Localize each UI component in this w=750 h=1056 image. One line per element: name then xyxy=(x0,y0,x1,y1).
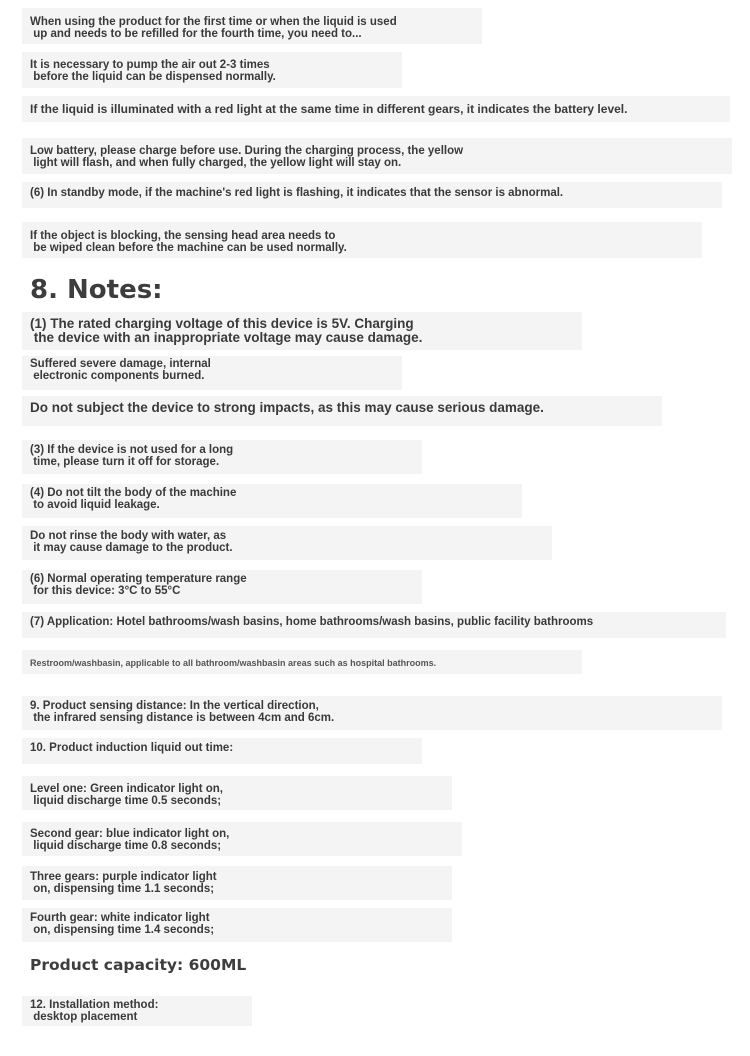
blocking-text: If the object is blocking, the sensing head area needs to be wiped clean before the machine can be used normally. xyxy=(30,230,347,254)
note-3: (3) If the device is not used for a long time, please turn it off for storage. xyxy=(30,444,234,468)
note-rinse: Do not rinse the body with water, as it may cause damage to the product. xyxy=(30,530,233,554)
level-3: Three gears: purple indicator light on, dispensing time 1.1 seconds; xyxy=(30,871,217,895)
capacity-heading: Product capacity: 600ML xyxy=(30,956,247,974)
intro-text: When using the product for the first time or when the liquid is used up and needs to be refilled for the fourth time, you need to... xyxy=(30,16,397,40)
level-4: Fourth gear: white indicator light on, dispensing time 1.4 seconds; xyxy=(30,912,215,936)
note-damage: Suffered severe damage, internal electronic components burned. xyxy=(30,358,211,382)
pump-text: It is necessary to pump the air out 2-3 times before the liquid can be dispensed normally. xyxy=(30,59,276,83)
low-battery-text: Low battery, please charge before use. During the charging process, the yellow light will flash, and when fully charged, the yellow light will stay on. xyxy=(30,145,464,169)
notes-heading: 8. Notes: xyxy=(30,275,163,305)
note-7b: Restroom/washbasin, applicable to all bathroom/washbasin areas such as hospital bathrooms. xyxy=(30,658,437,668)
item-10: 10. Product induction liquid out time: xyxy=(30,742,234,754)
item-9: 9. Product sensing distance: In the vertical direction, the infrared sensing distance is between 4cm and 6cm. xyxy=(30,700,335,724)
level-1: Level one: Green indicator light on, liquid discharge time 0.5 seconds; xyxy=(30,783,223,807)
standby-text: (6) In standby mode, if the machine's red light is flashing, it indicates that the sensor is abnormal. xyxy=(30,187,564,199)
note-4: (4) Do not tilt the body of the machine to avoid liquid leakage. xyxy=(30,487,237,511)
note-impact: Do not subject the device to strong impacts, as this may cause serious damage. xyxy=(30,400,544,415)
note-1: (1) The rated charging voltage of this device is 5V. Charging the device with an inappropriate voltage may cause damage. xyxy=(30,316,423,345)
level-2: Second gear: blue indicator light on, liquid discharge time 0.8 seconds; xyxy=(30,828,230,852)
note-7: (7) Application: Hotel bathrooms/wash basins, home bathrooms/wash basins, public facility bathrooms xyxy=(30,616,594,628)
red-light-text: If the liquid is illuminated with a red light at the same time in different gears, it indicates the battery level. xyxy=(30,102,628,116)
item-12: 12. Installation method: desktop placement xyxy=(30,999,159,1023)
note-6: (6) Normal operating temperature range for this device: 3°C to 55°C xyxy=(30,573,247,597)
